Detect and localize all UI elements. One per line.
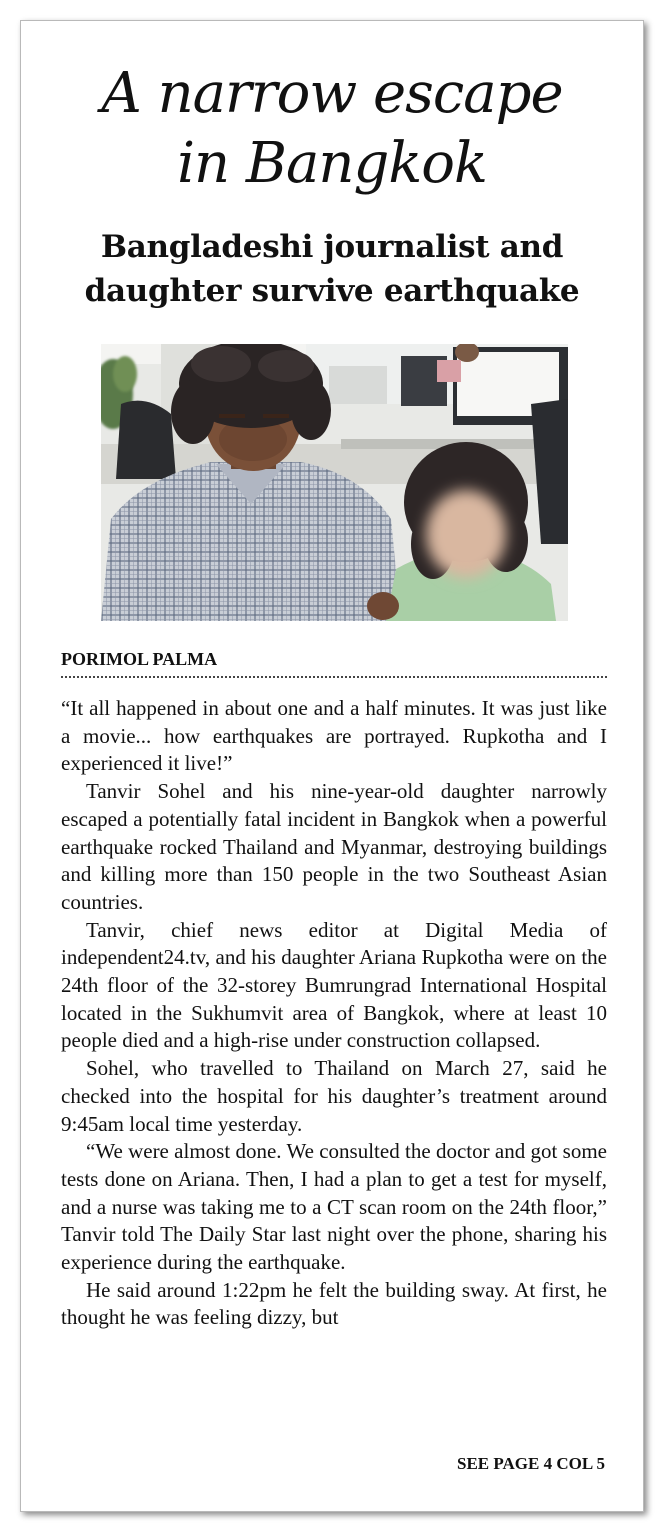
- paragraph: “It all happened in about one and a half minutes. It was just like a movie... how earthquakes are portrayed. Rupkotha and I experienced it live!”: [61, 696, 607, 776]
- article-photo: [101, 344, 568, 621]
- article-body: [61, 695, 607, 1332]
- continuation-note: SEE PAGE 4 COL 5: [457, 1454, 605, 1473]
- headline-line-1: A narrow escape: [101, 61, 563, 126]
- paragraph: Tanvir, chief news editor at Digital Media of independent24.tv, and his daughter Ariana Rupkotha were on the 24th floor of the 32-storey Bumrungrad International Hospital located in the Sukhumvit area of Bangkok, where at least 10 people died and a high-rise under construction collapsed.: [61, 917, 607, 1053]
- paragraph: Tanvir Sohel and his nine-year-old daughter narrowly escaped a potentially fatal incident in Bangkok when a powerful earthquake rocked Thailand and Myanmar, destroying buildings and killing more than 150 people in the two Southeast Asian countries.: [61, 779, 607, 914]
- news-clipping: [20, 20, 644, 1512]
- paragraph: Sohel, who travelled to Thailand on March 27, said he checked into the hospital for his daughter’s treatment around 9:45am local time yesterday.: [61, 1056, 607, 1136]
- paragraph: “We were almost done. We consulted the doctor and got some tests done on Ariana. Then, I had a plan to get a test for myself, and a nurse was taking me to a CT scan room on the 24th floor,” Tanvir told The Daily Star last night over the phone, sharing his experience during the earthquake.: [61, 1139, 607, 1275]
- headline-line-2: in Bangkok: [177, 131, 487, 196]
- byline: PORIMOL PALMA: [61, 648, 607, 678]
- subheadline-line-2: daughter survive earthquake: [84, 273, 580, 309]
- headline: [21, 59, 643, 199]
- subheadline: [21, 225, 643, 313]
- subheadline-line-1: Bangladeshi journalist and: [100, 229, 564, 265]
- paragraph: He said around 1:22pm he felt the building sway. At first, he thought he was feeling dizzy, but: [61, 1277, 607, 1330]
